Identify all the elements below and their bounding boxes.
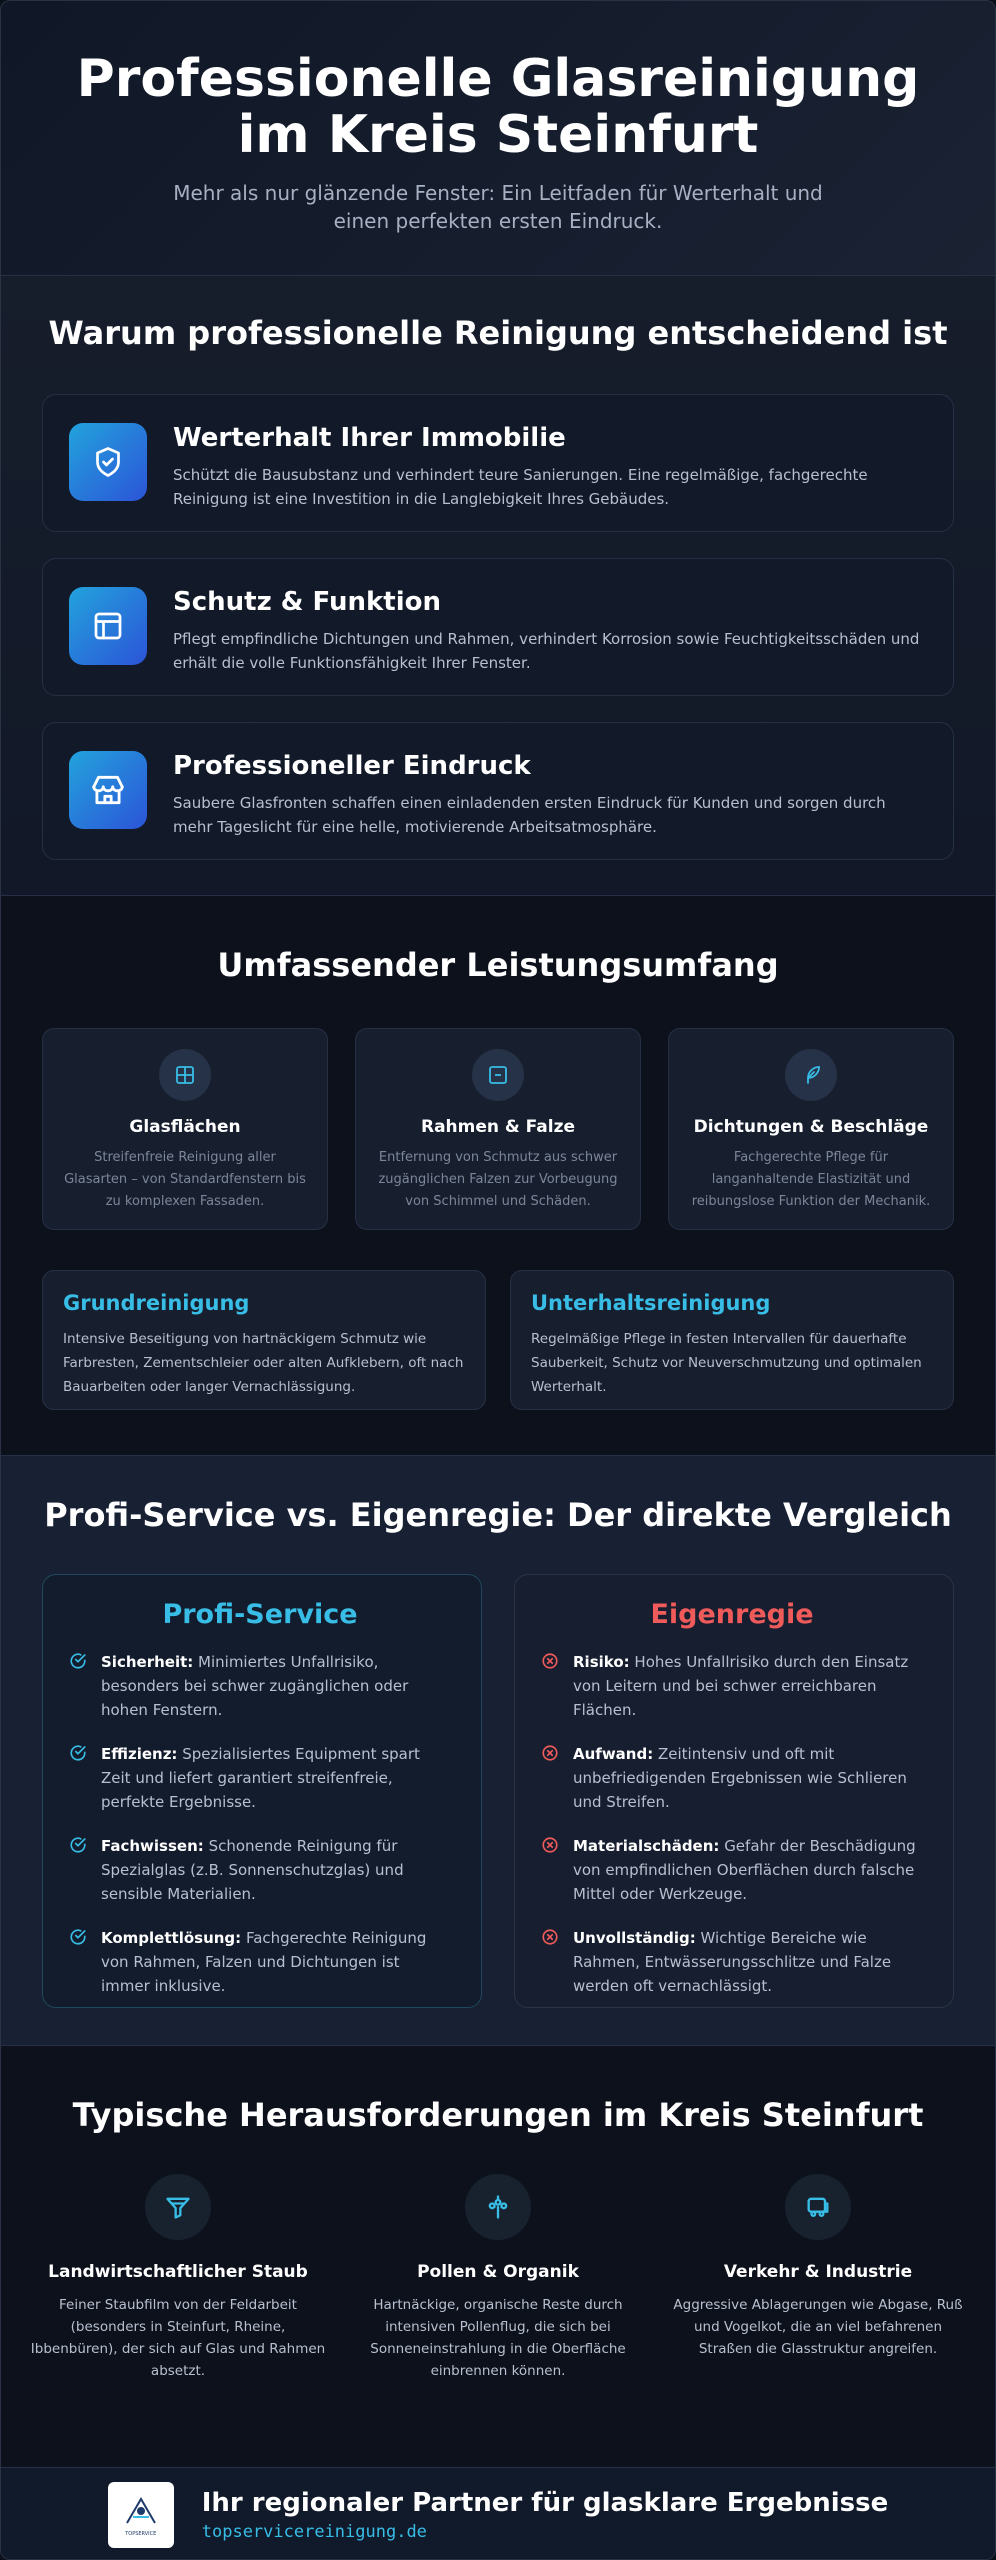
why-card-text: Saubere Glasfronten schaffen einen einladenden ersten Eindruck für Kunden und sorgen durch mehr Tageslicht für eine helle, motivierende Arbeitsatmosphäre. bbox=[173, 794, 886, 836]
pro-service-card bbox=[42, 1574, 482, 2008]
page-subtitle: Mehr als nur glänzende Fenster: Ein Leitfaden für Werterhalt und einen perfekten ersten Eindruck. bbox=[173, 181, 823, 233]
type-text: Regelmäßige Pflege in festen Intervallen für dauerhafte Sauberkeit, Schutz vor Neuverschmutzung und optimalen Werterhalt. bbox=[531, 1331, 922, 1395]
challenges-section bbox=[1, 2046, 995, 2468]
service-title: Dichtungen & Beschläge bbox=[693, 1117, 929, 1137]
check-circle-icon bbox=[69, 1650, 89, 1722]
challenge-title: Verkehr & Industrie bbox=[723, 2262, 913, 2282]
page-title: Professionelle Glasreinigung im Kreis Steinfurt bbox=[76, 49, 920, 165]
x-circle-icon bbox=[541, 1742, 561, 1814]
diy-item-text: Zeitintensiv und oft mit unbefriedigenden Ergebnissen wie Schlieren und Streifen. bbox=[573, 1745, 907, 1811]
check-circle-icon bbox=[69, 1742, 89, 1814]
hero bbox=[1, 1, 995, 276]
services-section bbox=[1, 896, 995, 1456]
type-title: Grundreinigung bbox=[63, 1291, 250, 1315]
type-text: Intensive Beseitigung von hartnäckigem Schmutz wie Farbresten, Zementschleier oder alten Aufklebern, oft nach Bauarbeiten oder langer Vernachlässigung. bbox=[63, 1331, 464, 1395]
website-link[interactable]: topservicereinigung.de bbox=[201, 2522, 427, 2542]
service-title: Glasflächen bbox=[129, 1117, 241, 1137]
challenge-verkehr bbox=[668, 2174, 968, 2382]
challenge-text: Hartnäckige, organische Reste durch intensiven Pollenflug, die sich bei Sonneneinstrahlung in die Oberfläche einbrennen können. bbox=[370, 2297, 626, 2379]
diy-item-text: Hohes Unfallrisiko durch den Einsatz von Leitern und bei schwer erreichbaren Flächen. bbox=[573, 1653, 909, 1719]
services-heading: Umfassender Leistungsumfang bbox=[217, 946, 779, 984]
challenge-title: Landwirtschaftlicher Staub bbox=[48, 2262, 308, 2282]
service-title: Rahmen & Falze bbox=[420, 1117, 575, 1137]
service-text: Entfernung von Schmutz aus schwer zugänglichen Falzen zur Vorbeugung von Schimmel und Schäden. bbox=[378, 1150, 618, 1209]
diy-card bbox=[514, 1574, 954, 2008]
type-title: Unterhaltsreinigung bbox=[531, 1291, 771, 1315]
pro-item-label: Fachwissen: bbox=[101, 1837, 204, 1855]
company-logo bbox=[108, 2482, 174, 2548]
type-card-grundreinigung bbox=[42, 1270, 486, 1410]
diy-item bbox=[541, 1926, 923, 1998]
diy-item-label: Materialschäden: bbox=[573, 1837, 720, 1855]
logo-text: TOPSERVICE bbox=[125, 2531, 157, 2537]
x-circle-icon bbox=[541, 1834, 561, 1906]
pro-item bbox=[69, 1926, 451, 1998]
check-circle-icon bbox=[69, 1926, 89, 1998]
diy-item bbox=[541, 1742, 923, 1814]
feather-icon bbox=[785, 1049, 837, 1101]
diy-item-label: Unvollständig: bbox=[573, 1929, 696, 1947]
diy-title: Eigenregie bbox=[650, 1599, 814, 1630]
challenge-pollen bbox=[348, 2174, 648, 2382]
diy-item-text: Gefahr der Beschädigung von empfindlichen Oberflächen durch falsche Mittel oder Werkzeuge. bbox=[573, 1837, 916, 1903]
diy-item-label: Aufwand: bbox=[573, 1745, 654, 1763]
footer bbox=[1, 2468, 995, 2558]
why-card-schutz bbox=[42, 558, 954, 696]
challenge-text: Aggressive Ablagerungen wie Abgase, Ruß und Vogelkot, die an viel befahrenen Straßen die Glasstruktur angreifen. bbox=[673, 2297, 963, 2357]
why-heading: Warum professionelle Reinigung entscheidend ist bbox=[48, 314, 948, 352]
service-card-rahmen bbox=[355, 1028, 641, 1230]
diy-item-label: Risiko: bbox=[573, 1653, 630, 1671]
service-card-dichtungen bbox=[668, 1028, 954, 1230]
challenge-title: Pollen & Organik bbox=[417, 2262, 579, 2282]
pro-item-text: Fachgerechte Reinigung von Rahmen, Falzen und Dichtungen ist immer inklusive. bbox=[101, 1929, 427, 1995]
why-card-text: Pflegt empfindliche Dichtungen und Rahmen, verhindert Korrosion sowie Feuchtigkeitsschäden und erhält die volle Funktionsfähigkeit Ihrer Fenster. bbox=[173, 630, 920, 672]
storefront-icon bbox=[69, 751, 147, 829]
pro-item-label: Komplettlösung: bbox=[101, 1929, 242, 1947]
challenges-heading: Typische Herausforderungen im Kreis Steinfurt bbox=[72, 2096, 924, 2134]
pro-item bbox=[69, 1834, 451, 1906]
type-card-unterhaltsreinigung bbox=[510, 1270, 954, 1410]
compare-section bbox=[1, 1456, 995, 2046]
window-pane-icon bbox=[159, 1049, 211, 1101]
diy-item bbox=[541, 1650, 923, 1722]
challenge-text: Feiner Staubfilm von der Feldarbeit (besonders in Steinfurt, Rheine, Ibbenbüren), der sich auf Glas und Rahmen absetzt. bbox=[30, 2297, 326, 2379]
pro-item-label: Effizienz: bbox=[101, 1745, 178, 1763]
vehicle-icon bbox=[785, 2174, 851, 2240]
service-text: Streifenfreie Reinigung aller Glasarten – von Standardfenstern bis zu komplexen Fassaden. bbox=[64, 1150, 306, 1209]
pro-item-text: Schonende Reinigung für Spezialglas (z.B. Sonnenschutzglas) und sensible Materialien. bbox=[101, 1837, 404, 1903]
x-circle-icon bbox=[541, 1650, 561, 1722]
frame-rebate-icon bbox=[472, 1049, 524, 1101]
pro-item bbox=[69, 1742, 451, 1814]
why-card-text: Schützt die Bausubstanz und verhindert teure Sanierungen. Eine regelmäßige, fachgerechte Reinigung ist eine Investition in die Langlebigkeit Ihres Gebäudes. bbox=[173, 466, 868, 508]
check-circle-icon bbox=[69, 1834, 89, 1906]
pro-service-title: Profi-Service bbox=[162, 1599, 358, 1630]
x-circle-icon bbox=[541, 1926, 561, 1998]
service-text: Fachgerechte Pflege für langanhaltende Elastizität und reibungslose Funktion der Mechanik. bbox=[691, 1150, 931, 1209]
why-card-title: Schutz & Funktion bbox=[173, 587, 441, 617]
pro-item-label: Sicherheit: bbox=[101, 1653, 194, 1671]
funnel-icon bbox=[145, 2174, 211, 2240]
why-card-title: Werterhalt Ihrer Immobilie bbox=[173, 423, 566, 453]
footer-title: Ihr regionaler Partner für glasklare Ergebnisse bbox=[201, 2488, 889, 2518]
why-card-title: Professioneller Eindruck bbox=[173, 751, 531, 781]
diy-item-text: Wichtige Bereiche wie Rahmen, Entwässerungsschlitze und Falze werden oft vernachlässigt. bbox=[573, 1929, 892, 1995]
why-card-eindruck bbox=[42, 722, 954, 860]
service-card-glasflaechen bbox=[42, 1028, 328, 1230]
pro-item-text: Spezialisiertes Equipment spart Zeit und liefert garantiert streifenfreie, perfekte Ergebnisse. bbox=[101, 1745, 420, 1811]
window-frame-icon bbox=[69, 587, 147, 665]
why-card-werterhalt bbox=[42, 394, 954, 532]
why-section bbox=[1, 276, 995, 896]
pro-item bbox=[69, 1650, 451, 1722]
diy-item bbox=[541, 1834, 923, 1906]
shield-check-icon bbox=[69, 423, 147, 501]
challenge-staub bbox=[28, 2174, 328, 2382]
pollen-icon bbox=[465, 2174, 531, 2240]
pro-item-text: Minimiertes Unfallrisiko, besonders bei schwer zugänglichen oder hohen Fenstern. bbox=[101, 1653, 409, 1719]
compare-heading: Profi-Service vs. Eigenregie: Der direkte Vergleich bbox=[44, 1496, 952, 1534]
